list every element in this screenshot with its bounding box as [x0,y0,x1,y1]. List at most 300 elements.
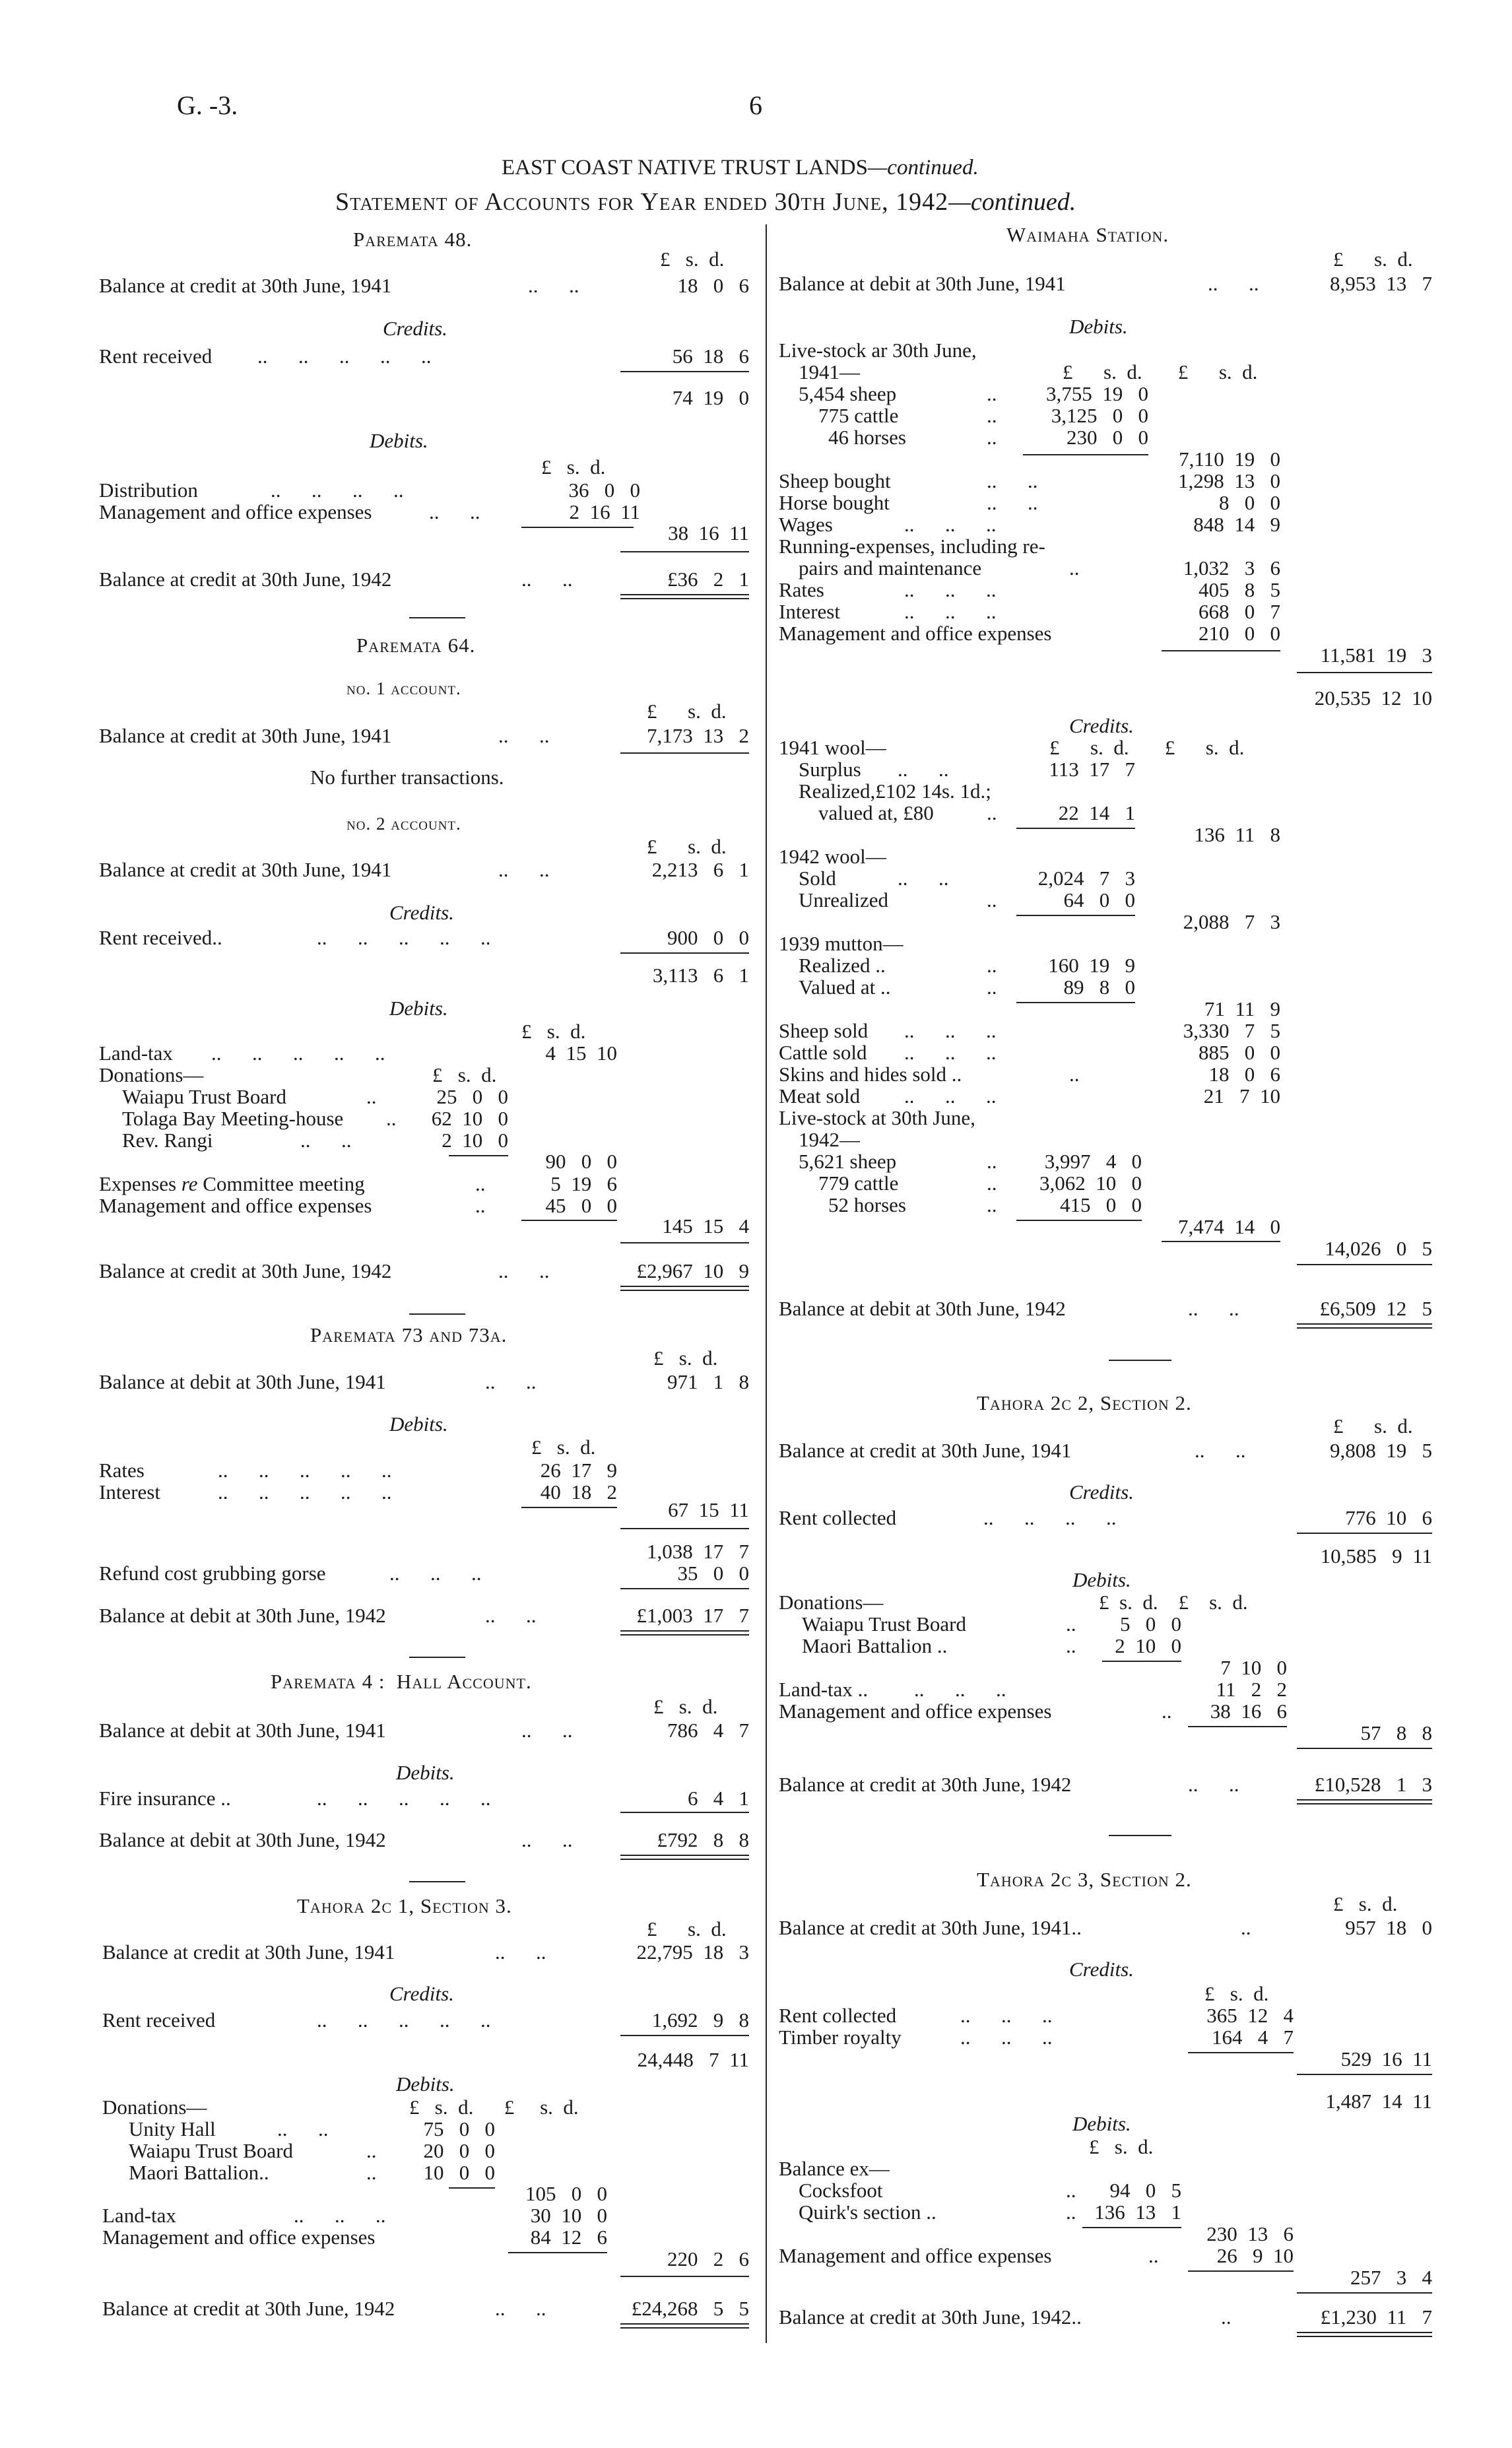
row-label: Live-stock ar 30th June, [779,339,977,362]
row-amount: 848 14 9 [1193,513,1280,536]
row-leader: .. .. .. .. .. [317,2008,491,2032]
donations-total: 90 0 0 [545,1150,617,1173]
row-amount: 40 18 2 [540,1480,617,1504]
row-amount: 30 10 0 [530,2204,607,2227]
rule [1016,1220,1142,1221]
row-amount: 26 9 10 [1216,2244,1294,2267]
row-label: Unity Hall [129,2117,216,2140]
section-title: Tahora 2c 3, Section 2. [977,1868,1192,1891]
row-label: Balance at debit at 30th June, 1942 [779,1297,1066,1320]
row-label: Rates [779,578,824,601]
row-amount: 22,795 18 3 [636,1940,749,1964]
row-amount: 230 0 0 [1067,426,1148,449]
row-leader: .. .. [1188,1297,1239,1320]
subsection-debits: Debits. [1072,1568,1131,1591]
row-label: Balance at debit at 30th June, 1941 [99,1719,386,1742]
row-label: Management and office expenses [779,2244,1052,2267]
row-label: Land-tax [99,1042,173,1065]
column-header: £ s. d. [1204,1982,1269,2005]
debit-total: 57 8 8 [1360,1721,1432,1744]
row-leader: .. .. [485,1604,537,1627]
row-label: Rent collected [779,1506,897,1529]
row-label: Land-tax .. [779,1678,869,1701]
row-leader: .. .. .. [904,1084,997,1108]
section-title: Paremata 4 : Hall Account. [271,1670,532,1693]
row-amount: 22 14 1 [1058,801,1135,824]
section-title: Paremata 64. [356,634,476,657]
row-label: Meat sold [779,1084,861,1108]
row-label: Horse bought [779,491,890,514]
section-separator [409,1657,465,1658]
row-amount: 786 4 7 [667,1719,749,1742]
row-leader: .. [475,1194,486,1217]
row-label: Skins and hides sold .. [779,1063,962,1086]
row-amount: 2 10 0 [1115,1634,1181,1657]
row-amount: 900 0 0 [667,926,749,949]
row-leader: .. .. [495,1940,546,1964]
row-label: pairs and maintenance [799,556,982,579]
row-label: Balance at debit at 30th June, 1942 [99,1828,386,1851]
row-leader: .. [1221,2305,1232,2329]
row-amount: 38 16 6 [1210,1700,1287,1723]
rule [508,2252,607,2253]
rule [620,594,749,595]
row-leader: .. [1066,2200,1076,2224]
row-label: Cocksfoot [799,2179,883,2202]
row-leader: .. [987,801,997,824]
row-label [99,1172,365,1196]
rule [620,952,749,954]
subtotal: 7,110 19 0 [1179,447,1280,471]
report-reference: G. -3. [177,90,238,120]
credit-total: 14,026 0 5 [1325,1237,1432,1260]
row-label: Waiapu Trust Board [129,2139,293,2162]
row-leader: .. .. [898,867,949,890]
row-label: Waiapu Trust Board [122,1085,286,1108]
row-label: 5,621 sheep [799,1150,897,1173]
row-leader: .. .. .. .. .. [257,345,432,368]
subsection-credits: Credits. [389,1982,454,2005]
row-leader: .. .. [521,1828,573,1851]
rule [1297,1533,1432,1534]
column-header: £ s. d. [660,248,725,271]
row-leader: .. .. .. [904,578,997,601]
row-label: Rent received [99,345,213,368]
row-leader: .. .. [277,2117,329,2140]
row-amount: 3,125 0 0 [1051,404,1148,427]
row-amount: 45 0 0 [545,1194,617,1217]
title-continued: —continued. [867,156,979,180]
rule [1297,672,1432,673]
row-amount: 26 17 9 [540,1459,617,1482]
rule [1297,1264,1432,1265]
row-label: Fire insurance .. [99,1787,231,1810]
rule [620,2276,749,2277]
row-leader: .. .. .. [904,513,997,536]
rule [449,1155,508,1156]
row-label: 52 horses [828,1193,906,1216]
row-leader: .. .. [1195,1439,1246,1462]
row-leader: .. .. [300,1129,352,1152]
column-header: £ s. d. [647,835,727,858]
row-label: Quirk's section .. [799,2200,937,2224]
row-leader: .. [366,2139,377,2162]
row-label: Valued at .. [799,976,891,999]
subsection-credits: Credits. [1069,1480,1134,1504]
section-separator [409,1313,465,1315]
row-amount: 3,997 4 0 [1044,1150,1142,1173]
row-amount: 971 1 8 [667,1370,749,1393]
row-leader: .. .. [898,758,949,781]
subsection-credits: Credits. [389,901,454,924]
subtotal: 20,535 12 10 [1314,686,1432,710]
row-amount: 10 0 0 [423,2161,495,2184]
row-label: Management and office expenses [102,2226,376,2249]
row-label: Land-tax [102,2204,176,2227]
closing-balance: £10,528 1 3 [1314,1773,1432,1796]
column-header: £ s. d. [432,1063,497,1086]
subsection-debits: Debits. [396,2072,455,2096]
rule [620,752,749,754]
row-amount: 8,953 13 7 [1330,272,1432,295]
closing-balance: £792 8 8 [657,1828,749,1851]
subtotal: 136 11 8 [1194,823,1280,846]
row-amount: 776 10 6 [1345,1506,1432,1529]
row-label: Interest [99,1480,160,1504]
row-amount: 11 2 2 [1216,1678,1287,1701]
row-label: Balance at credit at 30th June, 1941 [99,858,392,881]
rule [620,1290,749,1291]
row-leader: .. [366,2161,377,2184]
row-label: Maori Battalion .. [802,1634,948,1657]
note: No further transactions. [310,766,504,789]
row-amount: 3,330 7 5 [1183,1019,1280,1042]
row-amount: 75 0 0 [423,2117,495,2140]
column-divider [766,224,767,2343]
row-leader: .. [475,1172,486,1195]
row-label: Live-stock at 30th June, [779,1106,975,1129]
row-label: Rent collected [779,2004,897,2027]
row-label: Balance at credit at 30th June, 1941 [779,1439,1072,1462]
rule [620,371,749,372]
group-label: Donations— [779,1591,884,1614]
row-leader: .. [987,382,997,405]
row-label: Cattle sold [779,1041,867,1064]
rule [620,1528,749,1529]
row-leader: .. [987,1193,997,1216]
subtotal: 2,088 7 3 [1183,910,1280,933]
row-amount: 1,032 3 6 [1183,556,1280,579]
label-part: re [181,1172,198,1195]
row-label: Balance at credit at 30th June, 1942 [99,1259,392,1282]
row-label: Wages [779,513,833,536]
row-label: Rates [99,1459,145,1482]
row-leader: .. .. [528,274,579,297]
rule [1297,2332,1432,2333]
rule [1297,2336,1432,2337]
rule [1297,1799,1432,1801]
closing-balance: £2,967 10 9 [636,1259,749,1282]
row-label: Balance at credit at 30th June, 1941.. [779,1916,1082,1939]
row-leader: .. [987,426,997,449]
row-amount: 2,024 7 3 [1037,867,1135,890]
row-leader: .. [1148,2244,1159,2267]
row-label: Waiapu Trust Board [802,1612,966,1636]
row-amount: 113 17 7 [1049,758,1135,781]
row-label: 775 cattle [818,404,899,427]
subsection-debits: Debits. [389,997,448,1020]
debit-total: 67 15 11 [668,1498,749,1521]
row-label: Tolaga Bay Meeting-house [122,1107,344,1130]
closing-balance: £1,003 17 7 [636,1604,749,1627]
row-label: 46 horses [828,426,906,449]
row-leader: .. .. [987,469,1038,492]
row-label: Timber royalty [779,2026,902,2049]
row-leader: .. .. [1208,272,1259,295]
row-label: Surplus [799,758,861,781]
label-part: Committee meeting [197,1172,365,1195]
group-label: Balance ex— [779,2157,890,2180]
row-amount: 94 0 5 [1109,2179,1181,2202]
row-leader: .. .. [429,500,480,523]
row-leader: .. .. .. .. .. [218,1480,392,1504]
row-leader: .. .. .. .. .. [317,926,491,949]
column-header: £ s. d. £ s. d. [1063,360,1258,383]
row-leader: .. .. .. .. .. [218,1459,392,1482]
row-amount: 210 0 0 [1199,622,1280,645]
row-label: Balance at credit at 30th June, 1941 [102,1940,395,1964]
row-label: Refund cost grubbing gorse [99,1562,326,1585]
page-subtitle [335,190,1076,214]
row-leader: .. .. .. [294,2204,386,2227]
row-label: 5,454 sheep [799,382,897,405]
row-label: 1942— [799,1128,860,1151]
rule [620,1286,749,1287]
rule [1016,828,1135,829]
subtotal: 1,487 14 11 [1325,2090,1432,2113]
rule [1162,650,1280,651]
row-amount: 25 0 0 [436,1085,508,1108]
row-leader: .. [1241,1916,1251,1939]
subtitle-continued: —continued. [948,188,1076,216]
column-header: £ s. d. [647,700,727,723]
debit-total: 220 2 6 [667,2247,749,2270]
row-leader: .. [1066,2179,1076,2202]
row-leader: .. [987,888,997,911]
column-header: £ s. d. [653,1346,718,1370]
column-header: £ s. d. [1089,2135,1154,2158]
row-leader: .. [1066,1634,1076,1657]
row-leader: .. .. .. .. .. [211,1042,385,1065]
column-header: £ s. d. £ s. d. [1099,1591,1248,1614]
debit-total: 257 3 4 [1350,2266,1432,2289]
row-amount: 18 0 6 [1208,1063,1280,1086]
row-amount: 885 0 0 [1199,1041,1280,1064]
row-leader: .. .. .. [960,2004,1053,2027]
row-amount: 20 0 0 [423,2139,495,2162]
row-leader: .. [987,1172,997,1195]
row-leader: .. .. .. [904,1041,997,1064]
rule [1102,1661,1181,1662]
debit-total: 145 15 4 [662,1214,749,1238]
row-label: 1939 mutton— [779,932,904,955]
subsection-credits: Credits. [1069,714,1134,737]
section-title: Paremata 73 and 73a. [310,1323,508,1346]
row-amount: 405 8 5 [1199,578,1280,601]
column-header: £ s. d. [1333,1892,1398,1915]
rule [449,2187,495,2189]
row-label: Distribution [99,479,198,502]
row-amount: 36 0 0 [568,479,640,502]
row-leader: .. .. .. [914,1678,1006,1701]
subsection-debits: Debits. [389,1412,448,1436]
row-label: 779 cattle [818,1172,899,1195]
row-leader: .. [1069,1063,1080,1086]
row-leader: .. [987,1150,997,1173]
section-title: Tahora 2c 1, Section 3. [297,1894,512,1917]
row-amount: 56 18 6 [672,345,749,368]
row-label: Sheep sold [779,1019,869,1042]
column-header: £ s. d. [531,1436,596,1459]
rule [1188,1726,1287,1727]
label-part: Expenses [99,1172,181,1195]
row-label: Balance at credit at 30th June, 1942 [779,1773,1072,1796]
account-heading: no. 1 account. [346,678,461,698]
row-leader: .. .. .. [960,2026,1053,2049]
column-header: £ s. d. [653,1695,718,1718]
row-leader: .. .. [485,1370,537,1393]
rule [620,598,749,599]
group-label: Donations— [102,2096,207,2119]
row-amount: 1,692 9 8 [651,2008,749,2032]
row-amount: 3,755 19 0 [1046,382,1148,405]
row-amount: 3,062 10 0 [1039,1172,1142,1195]
row-label: Balance at debit at 30th June, 1942 [99,1604,386,1627]
credit-total: 529 16 11 [1340,2047,1432,2070]
row-label: Balance at debit at 30th June, 1941 [99,1370,386,1393]
row-label: Management and office expenses [779,622,1052,645]
group-label: Donations— [99,1063,204,1086]
row-label: Rent received [102,2008,216,2032]
row-amount: 365 12 4 [1206,2004,1294,2027]
row-amount: 164 4 7 [1212,2026,1294,2049]
row-label: Realized .. [799,954,886,977]
row-leader: .. [1066,1612,1076,1636]
row-leader: .. .. [521,568,573,591]
row-amount: 9,808 19 5 [1330,1439,1432,1462]
donations-total: 7 10 0 [1220,1656,1287,1679]
column-header: £ s. d. [1333,1414,1413,1438]
page-title [502,156,979,180]
row-leader: .. .. [521,1719,573,1742]
row-label: Management and office expenses [99,1194,372,1217]
row-amount: 6 4 1 [688,1787,749,1810]
row-leader: .. [1162,1700,1172,1723]
rule [521,1220,617,1221]
rule [620,1242,749,1243]
rule [1162,1241,1280,1242]
row-leader: .. .. [498,1259,550,1282]
rule [1188,2052,1294,2053]
row-label: Balance at credit at 30th June, 1941 [99,274,392,297]
subsection-credits: Credits. [383,317,447,340]
row-leader: .. .. .. [904,600,997,623]
row-label: Unrealized [799,888,888,911]
subtotal: 3,113 6 1 [652,964,749,987]
title-text: EAST COAST NATIVE TRUST LANDS [502,156,868,180]
row-label: Management and office expenses [99,500,372,523]
subsection-debits: Debits. [396,1761,455,1784]
row-amount: 957 18 0 [1345,1916,1432,1939]
column-header: £ s. d. £ s. d. [1049,736,1245,759]
section-separator [1109,1835,1171,1836]
rule [1016,915,1135,916]
column-header: £ s. d. [521,1020,586,1043]
row-amount: 2 16 11 [569,500,640,523]
row-amount: 89 8 0 [1063,976,1135,999]
row-label: 1941— [799,360,860,383]
row-amount: 5 0 0 [1120,1612,1181,1636]
row-label: Maori Battalion.. [129,2161,269,2184]
subtotal: 7,474 14 0 [1178,1215,1280,1238]
rule [1023,454,1148,455]
rule [1016,1002,1135,1003]
row-amount: 21 7 10 [1203,1084,1280,1108]
row-label: Rent received.. [99,926,222,949]
rule [1297,1323,1432,1325]
row-leader: .. .. .. .. [271,479,404,502]
row-amount: 7,173 13 2 [647,724,749,747]
rule [620,2035,749,2036]
rule [1297,2074,1432,2075]
section-separator [1109,1360,1171,1361]
row-leader: .. .. .. .. .. [317,1787,491,1810]
row-amount: 84 12 6 [530,2226,607,2249]
row-label: Running-expenses, including re- [779,535,1045,558]
subsection-credits: Credits. [1069,1958,1134,1981]
row-label: Balance at credit at 30th June, 1942 [99,568,392,591]
donations-total: 105 0 0 [525,2182,607,2205]
column-header: £ s. d. [541,455,606,479]
row-leader: .. .. [987,491,1038,514]
row-amount: 62 10 0 [431,1107,508,1130]
row-leader: .. [366,1085,377,1108]
row-label: Interest [779,600,840,623]
subsection-debits: Debits. [1069,315,1128,338]
rule [1297,1803,1432,1804]
rule [620,1630,749,1632]
row-label: Sold [799,867,836,890]
closing-balance: £36 2 1 [667,568,749,591]
row-amount: 4 15 10 [545,1042,617,1065]
row-label: Management and office expenses [779,1700,1052,1723]
row-leader: .. [1069,556,1080,579]
rule [620,1859,749,1860]
page-number: 6 [749,90,762,120]
row-leader: .. [987,954,997,977]
row-amount: 8 0 0 [1219,491,1280,514]
column-header: £ s. d. [1333,248,1413,271]
closing-balance: £6,509 12 5 [1319,1297,1432,1320]
debit-total: 11,581 19 3 [1320,644,1432,667]
row-label: Sheep bought [779,469,891,492]
row-leader: .. .. [1188,1773,1239,1796]
row-leader: .. .. .. .. [983,1506,1117,1529]
row-label: Balance at credit at 30th June, 1942 [102,2297,395,2320]
row-leader: .. .. [498,858,550,881]
rule [1297,1327,1432,1329]
rule [620,1634,749,1636]
